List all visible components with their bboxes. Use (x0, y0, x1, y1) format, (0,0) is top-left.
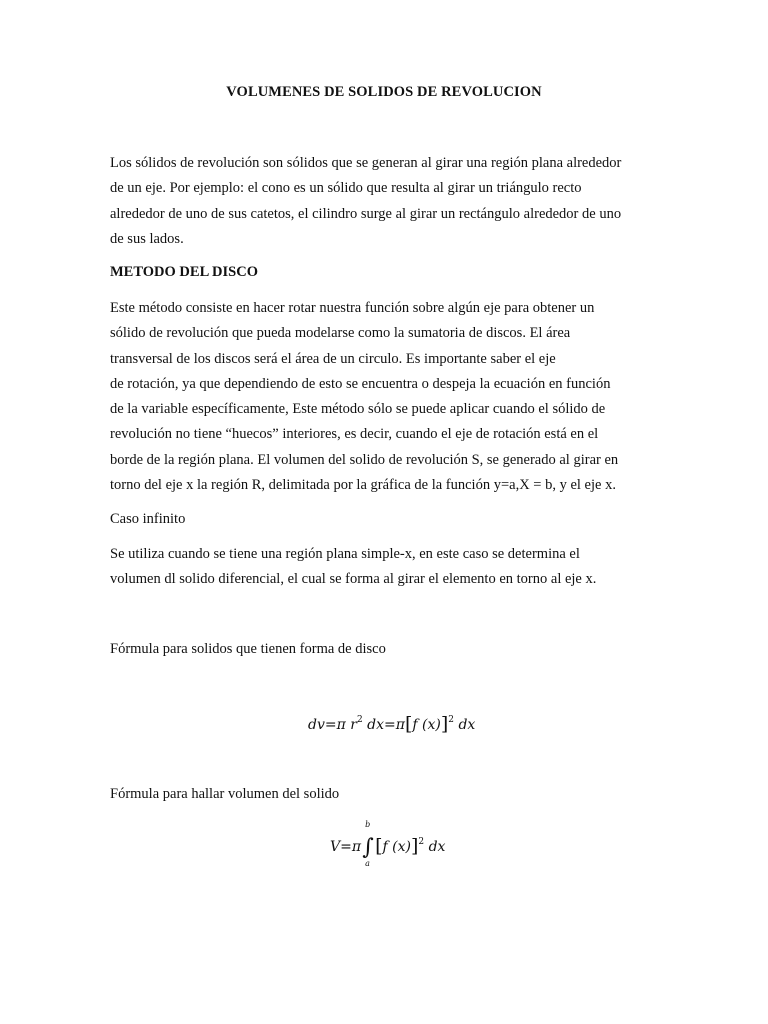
caso-paragraph (110, 542, 658, 593)
integral (361, 820, 375, 868)
formula-equals: = (340, 839, 352, 855)
method-paragraph (110, 296, 658, 498)
text-line: de un eje. Por ejemplo: el cono es un sólido que resulta al girar un triángulo recto (110, 180, 582, 197)
integral-lower-limit: a (365, 859, 370, 868)
intro-paragraph (110, 151, 658, 252)
formula-equals: = (324, 717, 337, 733)
formula-pi: π (336, 717, 346, 733)
formula-pi: π (395, 717, 405, 733)
text-line: alrededor de uno de sus catetos, el cilindro surge al girar un rectángulo alrededor de uno (110, 205, 622, 222)
formula-term: r (350, 717, 357, 733)
formula-term: f (382, 839, 388, 855)
caso-heading: Caso infinito (110, 511, 186, 527)
formula-bracket: ] (440, 713, 449, 735)
formula-term: V (330, 839, 341, 855)
text-line: Los sólidos de revolución son sólidos que se generan al girar una región plana alrededor (110, 155, 622, 171)
disc-formula (308, 712, 475, 734)
formula-term: (x) (392, 839, 411, 855)
text-line: borde de la región plana. El volumen del solido de revolución S, se generado al girar en (110, 451, 619, 468)
formula-term: dv (308, 717, 325, 733)
integral-upper-limit: b (365, 820, 371, 829)
formula-pi: π (351, 839, 362, 855)
formula-bracket: [ (375, 835, 383, 857)
formula-term: f (412, 717, 418, 733)
formula-exponent: 2 (448, 715, 454, 725)
text-line: sólido de revolución que pueda modelarse como la sumatoria de discos. El área (110, 325, 571, 342)
formula-equals: = (384, 717, 396, 733)
text-line: de rotación, ya que dependiendo de esto se encuentra o despeja la ecuación en función (110, 375, 611, 392)
method-heading: METODO DEL DISCO (110, 264, 258, 280)
formula2-label: Fórmula para hallar volumen del solido (110, 786, 340, 802)
formula-bracket: [ (404, 713, 413, 735)
text-line: revolución no tiene “huecos” interiores, es decir, cuando el eje de rotación está en el (110, 426, 599, 443)
integral-sign: ∫ (362, 835, 374, 860)
formula-exponent: 2 (356, 715, 363, 725)
text-line: de sus lados. (110, 230, 184, 247)
text-line: Este método consiste en hacer rotar nuestra función sobre algún eje para obtener un (110, 300, 595, 316)
text-line: de la variable específicamente, Este método sólo se puede aplicar cuando el sólido de (110, 401, 606, 418)
formula-term: dx (367, 717, 385, 733)
text-line: volumen dl solido diferencial, el cual se forma al girar el elemento en torno al eje x. (110, 571, 597, 588)
text-line: torno del eje x la región R, delimitada por la gráfica de la función y=a,X = b, y el eje x. (110, 477, 616, 494)
text-line: transversal de los discos será el área de un circulo. Es importante saber el eje (110, 350, 556, 367)
formula-bracket: ] (410, 835, 419, 857)
document-title: VOLUMENES DE SOLIDOS DE REVOLUCION (226, 84, 542, 100)
formula-term: dx (458, 717, 476, 733)
formula1-label: Fórmula para solidos que tienen forma de disco (110, 641, 386, 657)
formula-term: (x) (422, 717, 441, 733)
volume-formula (330, 820, 446, 868)
formula-exponent: 2 (418, 837, 425, 847)
formula-term: dx (428, 839, 446, 855)
text-line: Se utiliza cuando se tiene una región plana simple-x, en este caso se determina el (110, 546, 580, 562)
